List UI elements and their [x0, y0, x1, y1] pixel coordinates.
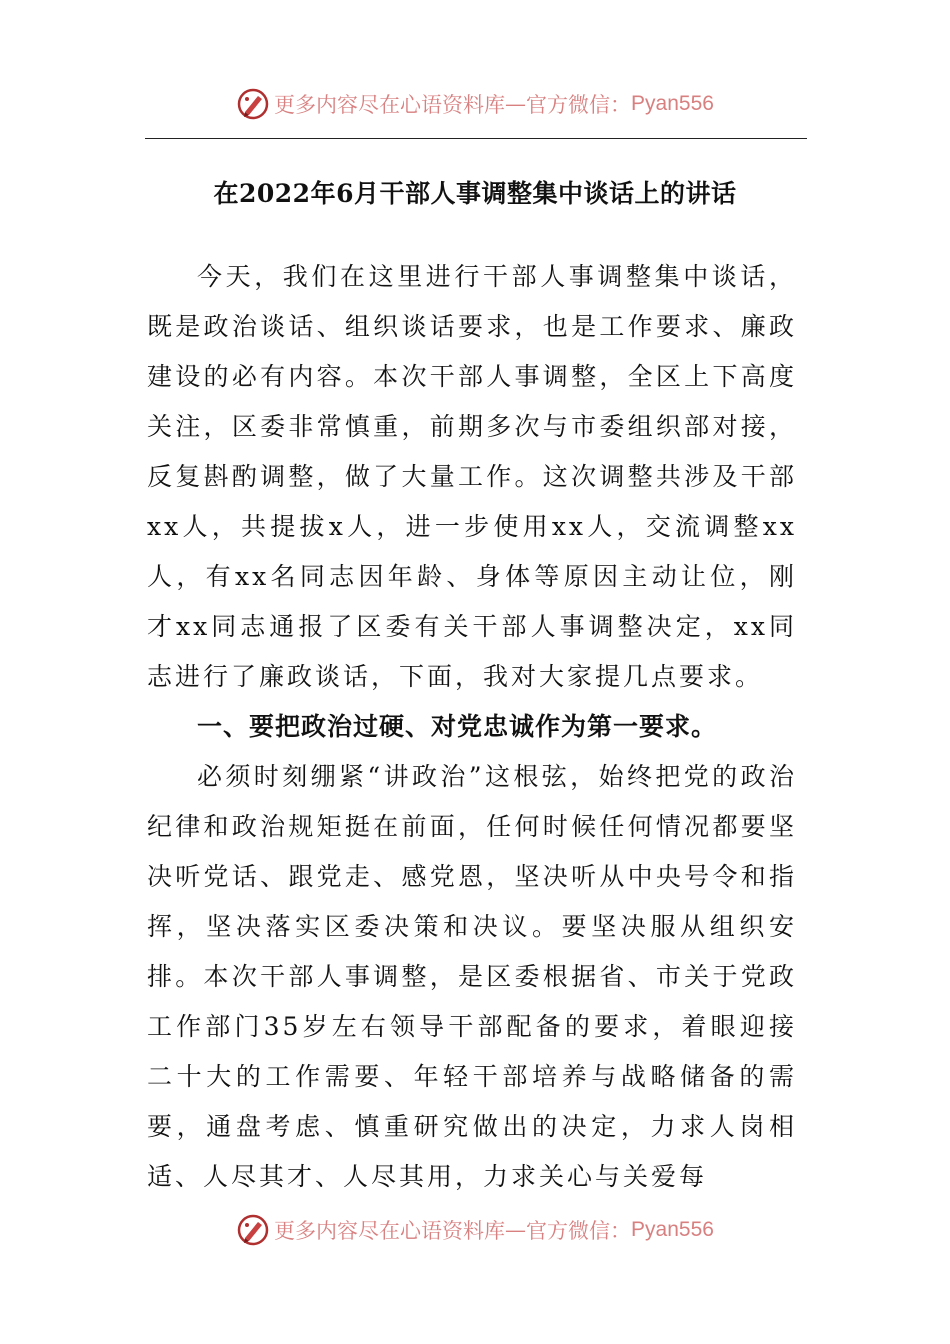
section-heading-1: 一、要把政治过硬、对党忠诚作为第一要求。 — [197, 712, 718, 741]
paragraph-intro: 今天，我们在这里进行干部人事调整集中谈话，既是政治谈话、组织谈话要求，也是工作要求、廉政建设的必有内容。本次干部人事调整，全区上下高度关注，区委非常慎重，前期多次与市委组织部对接，反复斟酌调整，做了大量工作。这次调整共涉及干部xx人，共提拔x人，进一步使用xx人，交流调整xx人，有xx名同志因年龄、身体等原因主动让位，刚才xx同志通报了区委有关干部人事调整决定，xx同志进行了廉政谈话，下面，我对大家提几点要求。 — [147, 262, 797, 691]
watermark-site-text: 更多内容尽在心语资料库 — [274, 1219, 506, 1243]
watermark-site-text: 更多内容尽在心语资料库 — [274, 93, 506, 117]
document-title: 在2022年6月干部人事调整集中谈话上的讲话 — [213, 179, 737, 208]
header-divider — [145, 138, 807, 139]
header-watermark — [0, 84, 950, 124]
watermark-official-text: 官方微信： — [526, 93, 632, 117]
footer-watermark — [0, 1210, 950, 1250]
paragraph-section-1: 必须时刻绷紧“讲政治”这根弦，始终把党的政治纪律和政治规矩挺在前面，任何时候任何情况都要坚决听党话、跟党走、感党恩，坚决听从中央号令和指挥，坚决落实区委决策和决议。要坚决服从组织安排。本次干部人事调整，是区委根据省、市关于党政工作部门35岁左右领导干部配备的要求，着眼迎接二十大的工作需要、年轻干部培养与战略储备的需要，通盘考虑、慎重研究做出的决定，力求人岗相适、人尽其才、人尽其用，力求关心与关爱每 — [147, 762, 797, 1191]
document-body — [147, 252, 797, 1202]
watermark-dash: — — [505, 1218, 527, 1242]
watermark-official-text: 官方微信： — [526, 1219, 632, 1243]
pen-circle-logo-icon — [236, 87, 270, 121]
watermark-wechat-id: Pyan556 — [631, 92, 714, 115]
watermark-dash: — — [505, 92, 527, 116]
pen-circle-logo-icon — [236, 1213, 270, 1247]
watermark-wechat-id: Pyan556 — [631, 1218, 714, 1241]
